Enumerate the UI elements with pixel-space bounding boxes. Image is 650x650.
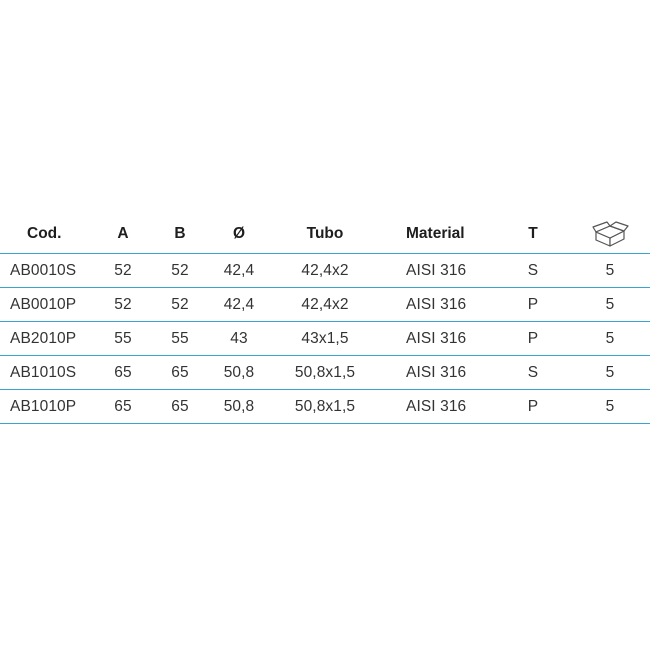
cell-cod: AB0010S bbox=[10, 261, 77, 279]
cell-diameter: 50,8 bbox=[223, 397, 255, 415]
cell-a: 55 bbox=[114, 329, 132, 347]
cell-t: P bbox=[527, 295, 539, 313]
cell-tubo: 42,4x2 bbox=[301, 295, 349, 313]
cell-a: 65 bbox=[114, 363, 132, 381]
cell-t: S bbox=[527, 363, 539, 381]
table-row bbox=[0, 322, 650, 356]
cell-b: 65 bbox=[171, 363, 189, 381]
header-material: Material bbox=[406, 224, 465, 242]
header-cod: Cod. bbox=[27, 224, 62, 242]
header-tubo: Tubo bbox=[306, 224, 344, 242]
cell-material: AISI 316 bbox=[406, 363, 467, 381]
cell-qty: 5 bbox=[605, 295, 615, 313]
cell-qty: 5 bbox=[605, 397, 615, 415]
cell-tubo: 43x1,5 bbox=[301, 329, 349, 347]
cell-b: 55 bbox=[171, 329, 189, 347]
cell-diameter: 42,4 bbox=[223, 261, 255, 279]
cell-b: 52 bbox=[171, 261, 189, 279]
table-row bbox=[0, 390, 650, 424]
header-a: A bbox=[117, 224, 129, 242]
cell-diameter: 42,4 bbox=[223, 295, 255, 313]
table-header-row bbox=[0, 214, 650, 254]
cell-diameter: 50,8 bbox=[223, 363, 255, 381]
box-icon bbox=[590, 220, 630, 248]
cell-t: S bbox=[527, 261, 539, 279]
cell-cod: AB2010P bbox=[10, 329, 77, 347]
cell-b: 65 bbox=[171, 397, 189, 415]
cell-cod: AB1010S bbox=[10, 363, 77, 381]
cell-a: 52 bbox=[114, 295, 132, 313]
cell-material: AISI 316 bbox=[406, 261, 467, 279]
cell-qty: 5 bbox=[605, 261, 615, 279]
cell-qty: 5 bbox=[605, 363, 615, 381]
cell-tubo: 50,8x1,5 bbox=[294, 363, 356, 381]
cell-tubo: 50,8x1,5 bbox=[294, 397, 356, 415]
product-table bbox=[0, 214, 650, 424]
cell-b: 52 bbox=[171, 295, 189, 313]
cell-material: AISI 316 bbox=[406, 397, 467, 415]
cell-qty: 5 bbox=[605, 329, 615, 347]
cell-a: 52 bbox=[114, 261, 132, 279]
cell-material: AISI 316 bbox=[406, 329, 467, 347]
cell-t: P bbox=[527, 397, 539, 415]
header-package bbox=[586, 214, 634, 253]
header-b: B bbox=[174, 224, 186, 242]
cell-a: 65 bbox=[114, 397, 132, 415]
cell-t: P bbox=[527, 329, 539, 347]
cell-tubo: 42,4x2 bbox=[301, 261, 349, 279]
cell-diameter: 43 bbox=[230, 329, 248, 347]
cell-material: AISI 316 bbox=[406, 295, 467, 313]
header-t: T bbox=[528, 224, 538, 242]
table-row bbox=[0, 288, 650, 322]
cell-cod: AB0010P bbox=[10, 295, 77, 313]
cell-cod: AB1010P bbox=[10, 397, 77, 415]
header-diameter: Ø bbox=[232, 224, 246, 242]
table-row bbox=[0, 356, 650, 390]
table-row bbox=[0, 254, 650, 288]
